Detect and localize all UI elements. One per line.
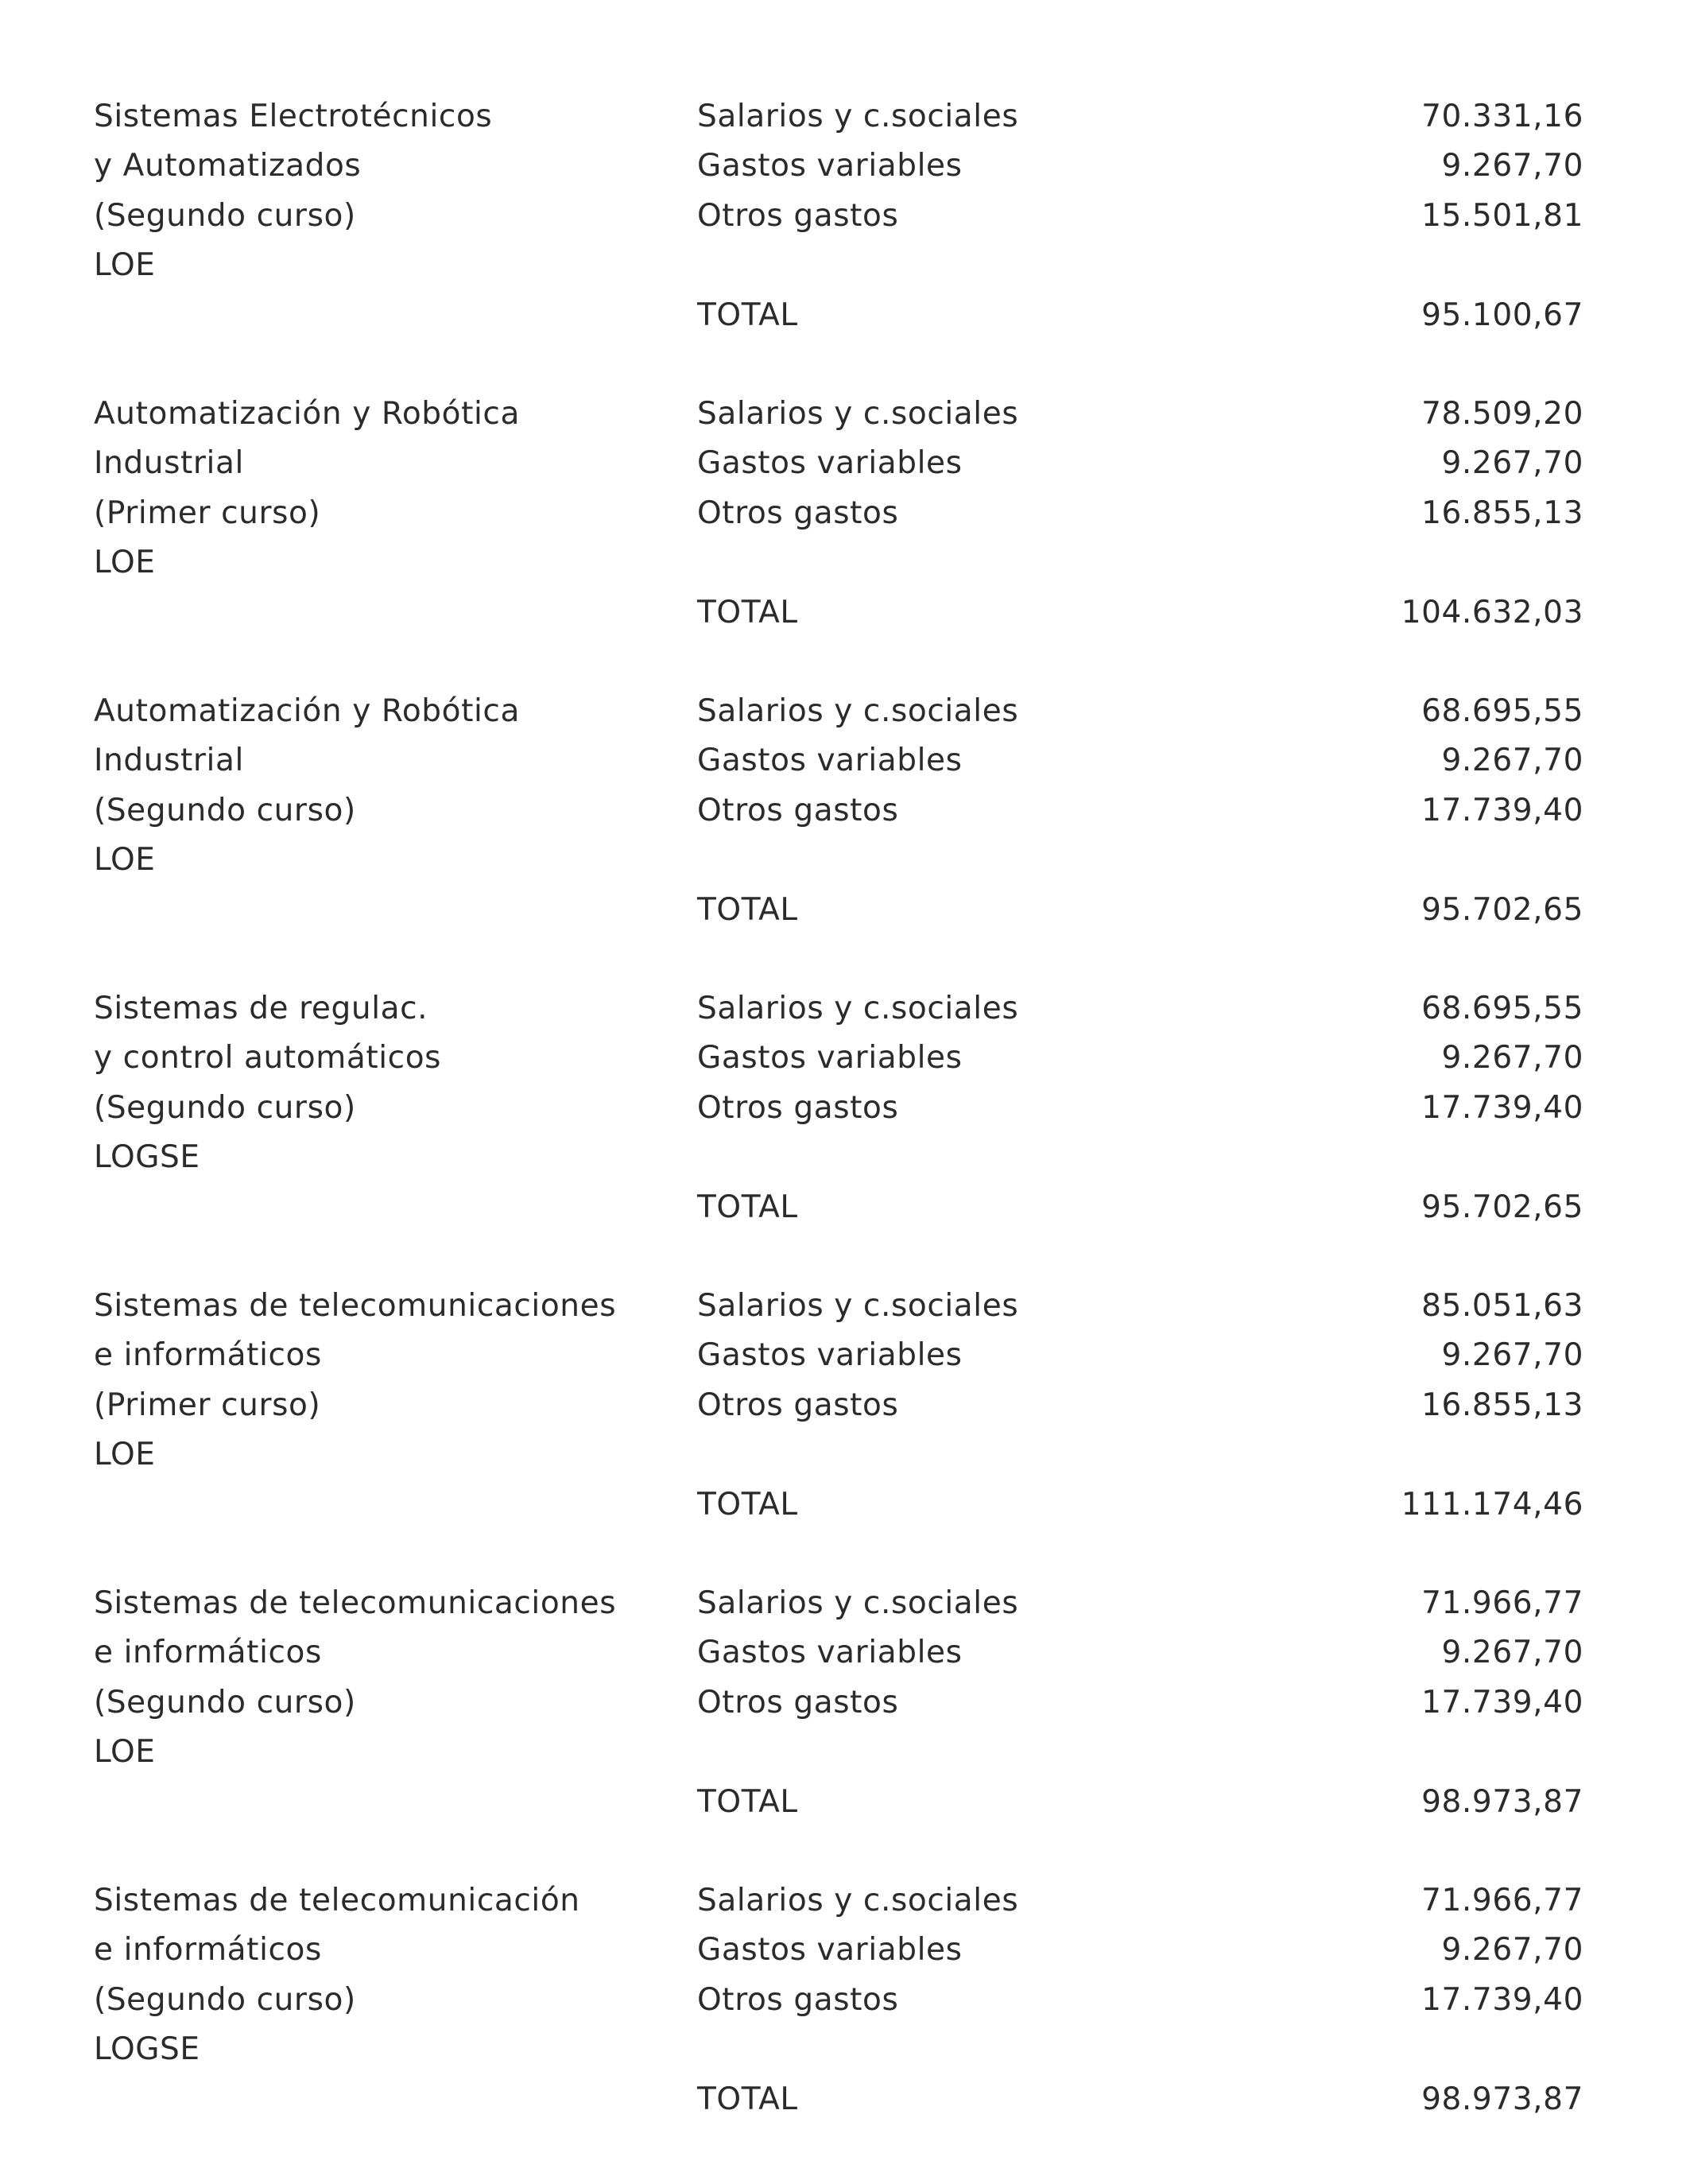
concept-salaries: Salarios y c.sociales	[697, 991, 1019, 1026]
cost-block	[0, 1579, 1690, 1877]
concept-other-costs: Otros gastos	[697, 1685, 899, 1720]
program-course: (Segundo curso)	[94, 198, 356, 234]
concept-other-costs: Otros gastos	[697, 793, 899, 828]
program-name-line: Sistemas Electrotécnicos	[94, 99, 493, 134]
total-label: TOTAL	[697, 1487, 798, 1523]
program-course: (Segundo curso)	[94, 793, 356, 828]
program-name-line: Automatización y Robótica	[94, 693, 520, 729]
program-law: LOE	[94, 1734, 156, 1770]
concept-salaries: Salarios y c.sociales	[697, 396, 1019, 432]
concept-salaries: Salarios y c.sociales	[697, 1883, 1019, 1918]
amount-variable-costs: 9.267,70	[1441, 1337, 1583, 1373]
amount-variable-costs: 9.267,70	[1441, 445, 1583, 481]
total-amount: 98.973,87	[1421, 1784, 1583, 1820]
program-course: (Segundo curso)	[94, 1090, 356, 1126]
concept-variable-costs: Gastos variables	[697, 148, 963, 184]
total-amount: 104.632,03	[1401, 595, 1583, 630]
cost-block	[0, 984, 1690, 1282]
concept-other-costs: Otros gastos	[697, 1387, 899, 1423]
total-amount: 111.174,46	[1401, 1487, 1583, 1523]
program-course: (Primer curso)	[94, 495, 321, 531]
concept-variable-costs: Gastos variables	[697, 445, 963, 481]
program-name-line: e informáticos	[94, 1337, 322, 1373]
amount-other-costs: 17.739,40	[1421, 793, 1583, 828]
amount-salaries: 71.966,77	[1421, 1585, 1583, 1621]
program-name-line: Sistemas de telecomunicaciones	[94, 1585, 617, 1621]
program-course: (Primer curso)	[94, 1387, 321, 1423]
program-name-line: Sistemas de regulac.	[94, 991, 428, 1026]
amount-other-costs: 17.739,40	[1421, 1982, 1583, 2018]
program-law: LOE	[94, 247, 156, 283]
program-law: LOE	[94, 545, 156, 580]
concept-variable-costs: Gastos variables	[697, 1040, 963, 1076]
concept-variable-costs: Gastos variables	[697, 1932, 963, 1968]
program-name-line: e informáticos	[94, 1635, 322, 1670]
amount-salaries: 71.966,77	[1421, 1883, 1583, 1918]
amount-variable-costs: 9.267,70	[1441, 1040, 1583, 1076]
program-name-line: Industrial	[94, 445, 244, 481]
program-law: LOGSE	[94, 2031, 200, 2067]
cost-block	[0, 390, 1690, 688]
cost-block	[0, 687, 1690, 985]
concept-salaries: Salarios y c.sociales	[697, 99, 1019, 134]
program-name-line: Industrial	[94, 743, 244, 778]
total-label: TOTAL	[697, 297, 798, 333]
cost-block	[0, 92, 1690, 390]
total-amount: 95.702,65	[1421, 892, 1583, 928]
program-course: (Segundo curso)	[94, 1685, 356, 1720]
concept-other-costs: Otros gastos	[697, 495, 899, 531]
amount-salaries: 68.695,55	[1421, 991, 1583, 1026]
total-label: TOTAL	[697, 595, 798, 630]
concept-variable-costs: Gastos variables	[697, 743, 963, 778]
amount-salaries: 68.695,55	[1421, 693, 1583, 729]
total-amount: 95.100,67	[1421, 297, 1583, 333]
concept-variable-costs: Gastos variables	[697, 1635, 963, 1670]
total-amount: 98.973,87	[1421, 2081, 1583, 2117]
program-course: (Segundo curso)	[94, 1982, 356, 2018]
concept-salaries: Salarios y c.sociales	[697, 693, 1019, 729]
amount-variable-costs: 9.267,70	[1441, 1932, 1583, 1968]
program-name-line: Sistemas de telecomunicación	[94, 1883, 580, 1918]
amount-salaries: 85.051,63	[1421, 1288, 1583, 1324]
cost-block	[0, 1876, 1690, 2174]
program-law: LOGSE	[94, 1139, 200, 1175]
program-name-line: e informáticos	[94, 1932, 322, 1968]
concept-salaries: Salarios y c.sociales	[697, 1585, 1019, 1621]
amount-other-costs: 16.855,13	[1421, 1387, 1583, 1423]
total-label: TOTAL	[697, 1784, 798, 1820]
amount-variable-costs: 9.267,70	[1441, 743, 1583, 778]
amount-other-costs: 16.855,13	[1421, 495, 1583, 531]
program-law: LOE	[94, 842, 156, 878]
amount-other-costs: 15.501,81	[1421, 198, 1583, 234]
concept-other-costs: Otros gastos	[697, 1982, 899, 2018]
total-label: TOTAL	[697, 1189, 798, 1225]
program-name-line: y control automáticos	[94, 1040, 442, 1076]
amount-variable-costs: 9.267,70	[1441, 148, 1583, 184]
total-amount: 95.702,65	[1421, 1189, 1583, 1225]
concept-salaries: Salarios y c.sociales	[697, 1288, 1019, 1324]
amount-salaries: 78.509,20	[1421, 396, 1583, 432]
program-law: LOE	[94, 1437, 156, 1472]
total-label: TOTAL	[697, 892, 798, 928]
program-name-line: Sistemas de telecomunicaciones	[94, 1288, 617, 1324]
amount-other-costs: 17.739,40	[1421, 1090, 1583, 1126]
total-label: TOTAL	[697, 2081, 798, 2117]
amount-variable-costs: 9.267,70	[1441, 1635, 1583, 1670]
amount-other-costs: 17.739,40	[1421, 1685, 1583, 1720]
concept-other-costs: Otros gastos	[697, 1090, 899, 1126]
concept-other-costs: Otros gastos	[697, 198, 899, 234]
program-name-line: Automatización y Robótica	[94, 396, 520, 432]
cost-block	[0, 1282, 1690, 1580]
concept-variable-costs: Gastos variables	[697, 1337, 963, 1373]
amount-salaries: 70.331,16	[1421, 99, 1583, 134]
program-name-line: y Automatizados	[94, 148, 362, 184]
